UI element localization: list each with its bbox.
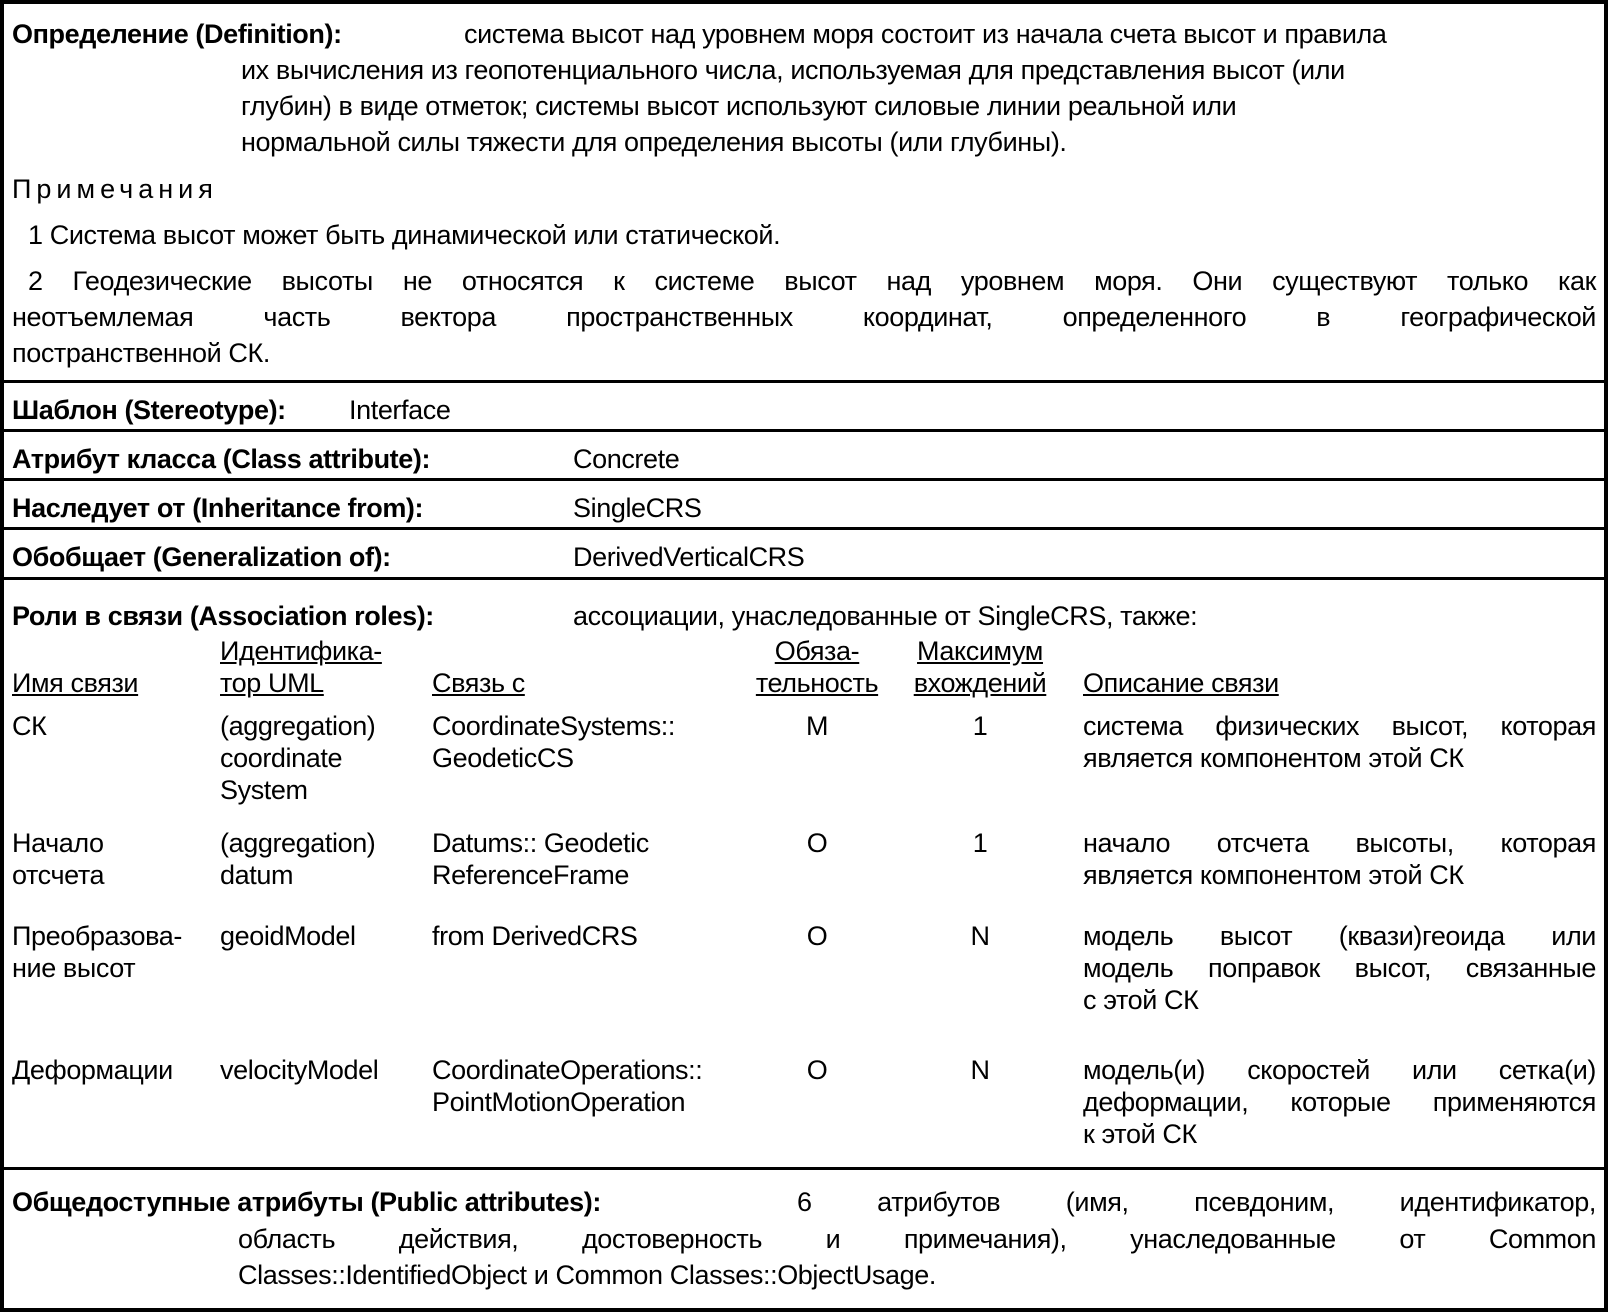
row-name-line: Начало [12, 828, 104, 858]
header-name: Имя связи [12, 668, 139, 698]
notes-heading: Примечания [12, 174, 218, 204]
row-max-occurrences: N [970, 1055, 990, 1085]
header-obligation: тельность [755, 668, 879, 698]
definition-line: система высот над уровнем моря состоит из начала счета высот и правила [464, 19, 1387, 49]
inheritance-label: Наследует от (Inheritance from): [12, 493, 424, 523]
row-link-line: ReferenceFrame [432, 860, 629, 890]
row-link-line: Datums:: Geodetic [432, 828, 649, 858]
row-uml-id-line: System [220, 775, 308, 805]
header-link: Связь с [432, 668, 525, 698]
row-uml-id [220, 710, 375, 806]
row-obligation: O [806, 828, 828, 858]
row-name-line: СК [12, 711, 47, 741]
row-description-line: система физических высот, которая [1083, 711, 1596, 741]
note-1: 1 Система высот может быть динамической или статической. [28, 220, 781, 250]
row-obligation: M [805, 711, 829, 741]
row-description [1083, 710, 1596, 774]
note-2-line: неотъемлемая часть вектора пространственных координат, определенного в географической [12, 302, 1596, 332]
row-name [12, 920, 182, 984]
row-uml-id-line: datum [220, 860, 294, 890]
note-2-line: 2 Геодезические высоты не относятся к системе высот над уровнем моря. Они существуют только как [28, 266, 1596, 296]
association-value: ассоциации, унаследованные от SingleCRS, также: [573, 601, 1198, 631]
row-description-line: является компонентом этой СК [1083, 860, 1464, 890]
row-description-line: модель высот (квази)геоида или [1083, 921, 1596, 951]
row-description [1083, 1054, 1596, 1150]
row-uml-id [220, 1054, 378, 1086]
row-max-occurrences: 1 [972, 711, 988, 741]
divider [0, 1167, 1608, 1170]
row-link-line: CoordinateSystems:: [432, 711, 676, 741]
divider [0, 380, 1608, 383]
definition-line: нормальной силы тяжести для определения высоты (или глубины). [241, 127, 1067, 157]
definition-label: Определение (Definition): [12, 19, 342, 49]
row-name [12, 827, 104, 891]
row-name-line: Деформации [12, 1055, 173, 1085]
header-description: Описание связи [1083, 668, 1279, 698]
row-obligation: O [806, 921, 828, 951]
row-link [432, 710, 675, 774]
row-description-line: модель поправок высот, связанные [1083, 953, 1596, 983]
public-attributes-line: Classes::IdentifiedObject и Common Classes::ObjectUsage. [238, 1260, 936, 1290]
divider [0, 577, 1608, 580]
stereotype-label: Шаблон (Stereotype): [12, 395, 286, 425]
divider [0, 478, 1608, 481]
generalization-label: Обобщает (Generalization of): [12, 542, 391, 572]
row-description-line: к этой СК [1083, 1119, 1197, 1149]
row-description-line: с этой СК [1083, 985, 1199, 1015]
row-max-occurrences: N [970, 921, 990, 951]
class-attribute-value: Concrete [573, 444, 680, 474]
row-description-line: деформации, которые применяются [1083, 1087, 1596, 1117]
public-attributes-line: область действия, достоверность и примечания), унаследованные от Common [238, 1224, 1596, 1254]
definition-line: их вычисления из геопотенциального числа, используемая для представления высот (или [241, 55, 1345, 85]
divider [0, 527, 1608, 530]
row-link-line: CoordinateOperations:: [432, 1055, 703, 1085]
row-uml-id-line: (aggregation) [220, 711, 376, 741]
row-description [1083, 827, 1596, 891]
definition-line: глубин) в виде отметок; системы высот используют силовые линии реальной или [241, 91, 1237, 121]
divider [0, 429, 1608, 432]
stereotype-value: Interface [349, 395, 451, 425]
row-max-occurrences: 1 [972, 828, 988, 858]
row-link [432, 1054, 702, 1118]
header-max: Максимум [917, 636, 1043, 666]
row-link [432, 827, 649, 891]
row-name [12, 710, 46, 742]
row-obligation: O [806, 1055, 828, 1085]
row-uml-id [220, 920, 356, 952]
row-uml-id-line: velocityModel [220, 1055, 379, 1085]
row-description-line: является компонентом этой СК [1083, 743, 1464, 773]
header-max: вхождений [913, 668, 1047, 698]
row-uml-id-line: coordinate [220, 743, 343, 773]
public-attributes-label: Общедоступные атрибуты (Public attributes): [12, 1187, 601, 1217]
row-link-line: from DerivedCRS [432, 921, 638, 951]
row-description-line: начало отсчета высоты, которая [1083, 828, 1596, 858]
row-name [12, 1054, 173, 1086]
row-uml-id [220, 827, 375, 891]
header-obligation: Обяза- [774, 636, 860, 666]
row-name-line: ние высот [12, 953, 136, 983]
inheritance-value: SingleCRS [573, 493, 702, 523]
public-attributes-line: 6 атрибутов (имя, псевдоним, идентификатор, [797, 1187, 1596, 1217]
header-uml: Идентифика- [220, 636, 382, 666]
row-link-line: PointMotionOperation [432, 1087, 686, 1117]
row-name-line: Преобразова- [12, 921, 182, 951]
row-uml-id-line: geoidModel [220, 921, 356, 951]
row-name-line: отсчета [12, 860, 105, 890]
row-description-line: модель(и) скоростей или сетка(и) [1083, 1055, 1596, 1085]
row-description [1083, 920, 1596, 1016]
row-uml-id-line: (aggregation) [220, 828, 376, 858]
class-attribute-label: Атрибут класса (Class attribute): [12, 444, 431, 474]
header-uml: тор UML [220, 668, 324, 698]
generalization-value: DerivedVerticalCRS [573, 542, 805, 572]
note-2-line: постранственной СК. [12, 338, 270, 368]
row-link-line: GeodeticCS [432, 743, 574, 773]
row-link [432, 920, 638, 952]
association-label: Роли в связи (Association roles): [12, 601, 434, 631]
